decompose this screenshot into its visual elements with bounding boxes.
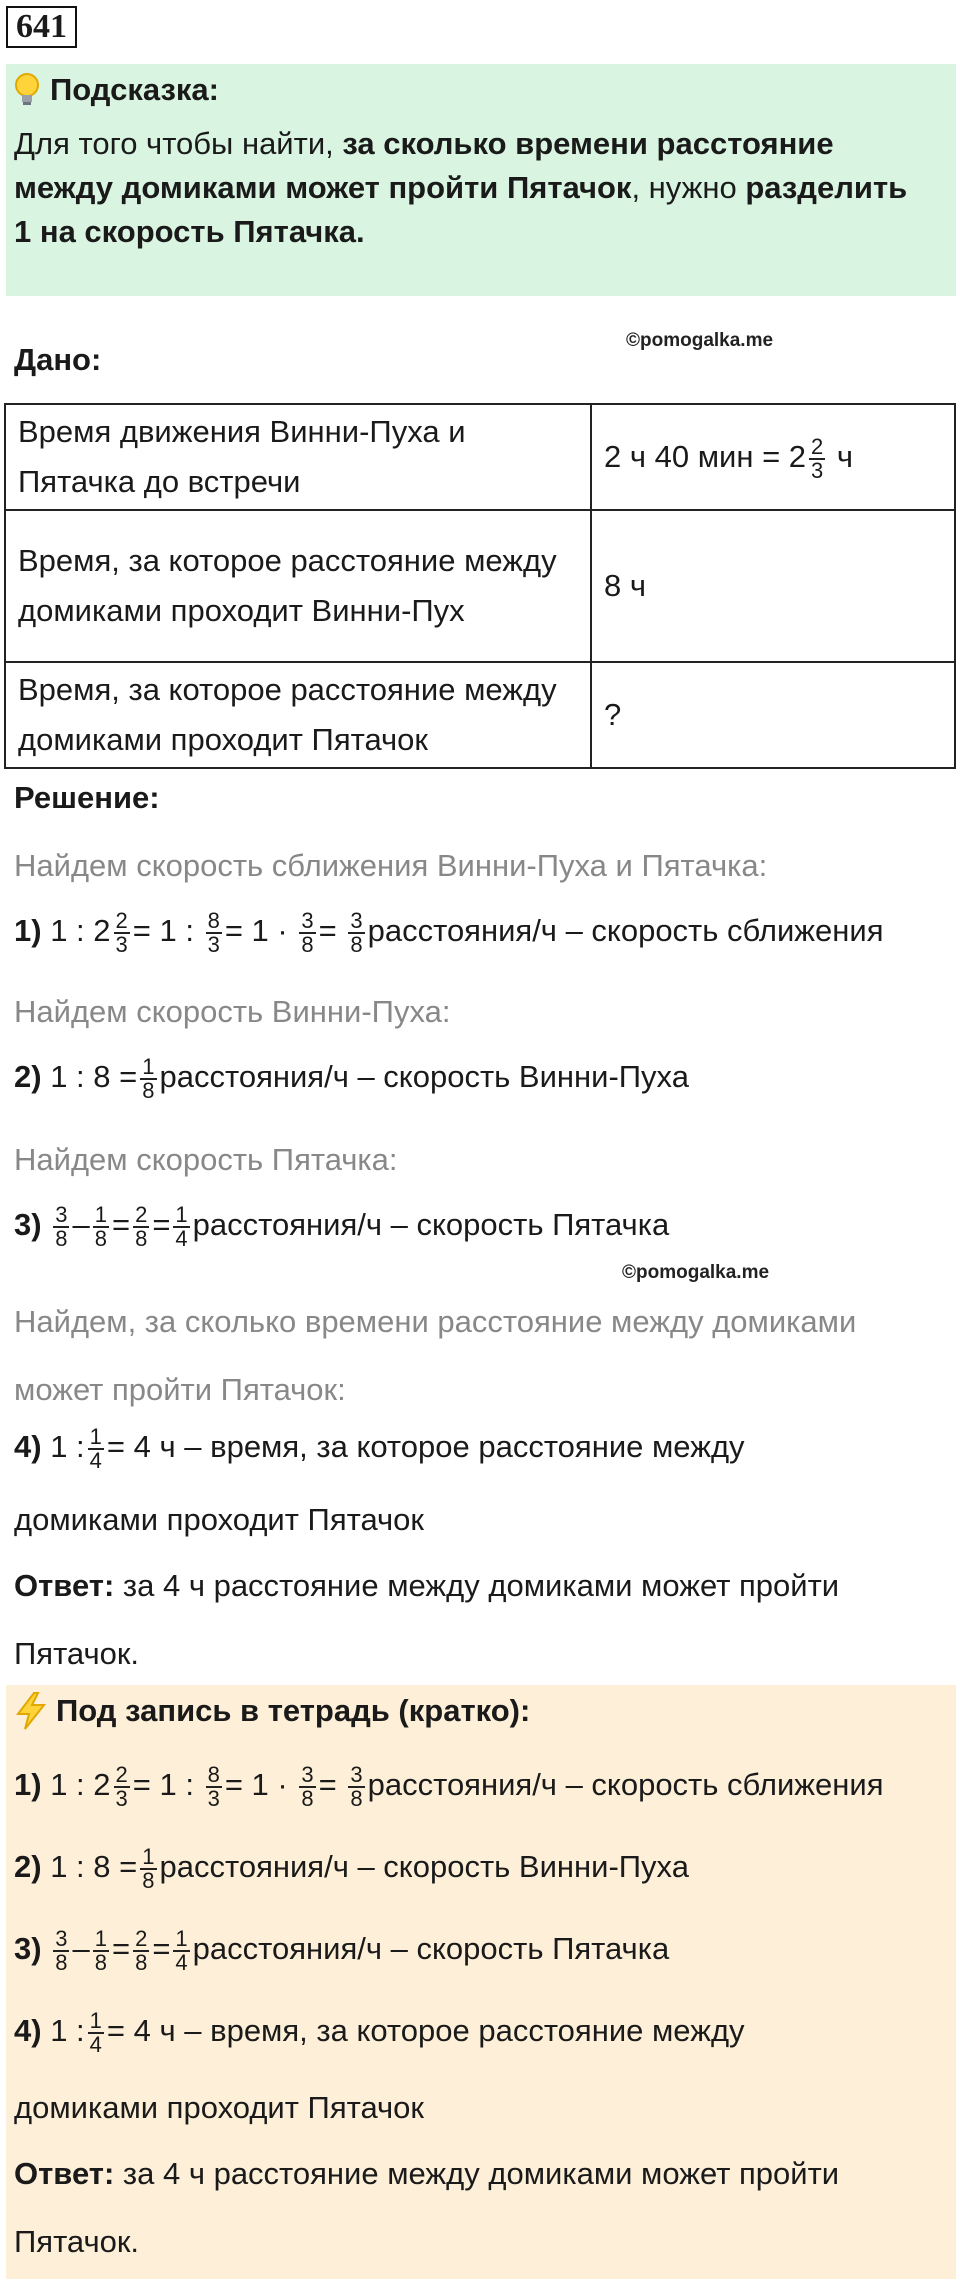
- hint-text: Для того чтобы найти, за сколько времени расстояние между домиками может пройти Пятачок, нужно разделить 1 на скорость Пятачка.: [14, 126, 908, 249]
- table-cell-label: Время движения Винни-Пуха и Пятачка до встречи: [5, 404, 591, 510]
- step-3: 3) $\frac{3}{8}$ – $\frac{1}{8}$ = $\frac{2}{8}$ = $\frac{1}{4}$ расстояния/ч – скорость Пятачка: [14, 1202, 670, 1251]
- table-cell-value: ?: [591, 662, 955, 768]
- step-1: 1) 1 : 2 $\frac{2}{3}$ = 1 : $\frac{8}{3}$ = 1 · $\frac{3}{8}$ = $\frac{3}{8}$ расстояния/ч – скорость сближения: [14, 908, 884, 957]
- hint-title-text: Подсказка:: [50, 72, 219, 107]
- note-answer-cont: Пятачок.: [14, 2224, 140, 2259]
- note-step-4: 4) 1 : $\frac{1}{4}$ = 4 ч – время, за которое расстояние между: [14, 2008, 745, 2057]
- table-cell-value: 8 ч: [591, 510, 955, 662]
- step-4: 4) 1 : $\frac{1}{4}$ = 4 ч – время, за которое расстояние между: [14, 1424, 745, 1473]
- table-row: [5, 404, 955, 510]
- note-answer: Ответ: за 4 ч расстояние между домиками может пройти: [14, 2156, 840, 2191]
- note-step-4-cont: домиками проходит Пятачок: [14, 2090, 424, 2125]
- given-title: Дано:: [14, 342, 102, 377]
- given-table: [4, 403, 956, 769]
- notebook-title-text: Под запись в тетрадь (кратко):: [56, 1693, 531, 1728]
- solution-title: Решение:: [14, 780, 160, 815]
- answer-cont: Пятачок.: [14, 1636, 140, 1671]
- step-2: 2) 1 : 8 = $\frac{1}{8}$ расстояния/ч – скорость Винни-Пуха: [14, 1054, 689, 1103]
- table-row: [5, 510, 955, 662]
- hint-title: [12, 72, 219, 108]
- watermark: ©pomogalka.me: [626, 330, 774, 351]
- table-cell-label: Время, за которое расстояние между домиками проходит Пятачок: [5, 662, 591, 768]
- note-step-2: 2) 1 : 8 = $\frac{1}{8}$ расстояния/ч – скорость Винни-Пуха: [14, 1844, 689, 1893]
- table-cell-value: 2 ч 40 мин = 2 $\frac{2}{3}$ ч: [591, 404, 955, 510]
- step-intro: Найдем скорость сближения Винни-Пуха и Пятачка:: [14, 848, 768, 883]
- note-step-3: 3) $\frac{3}{8}$ – $\frac{1}{8}$ = $\frac{2}{8}$ = $\frac{1}{4}$ расстояния/ч – скорость Пятачка: [14, 1926, 670, 1975]
- step-intro: Найдем скорость Винни-Пуха:: [14, 994, 451, 1029]
- step-intro: Найдем скорость Пятачка:: [14, 1142, 398, 1177]
- table-cell-label: Время, за которое расстояние между домиками проходит Винни-Пух: [5, 510, 591, 662]
- lightning-icon: [14, 1692, 48, 1730]
- step-4-cont: домиками проходит Пятачок: [14, 1502, 424, 1537]
- note-step-1: 1) 1 : 2 $\frac{2}{3}$ = 1 : $\frac{8}{3}$ = 1 · $\frac{3}{8}$ = $\frac{3}{8}$ расстояния/ч – скорость сближения: [14, 1762, 884, 1811]
- answer: Ответ: за 4 ч расстояние между домиками может пройти: [14, 1568, 840, 1603]
- notebook-title: [14, 1692, 530, 1730]
- lightbulb-icon: [12, 72, 42, 108]
- step-intro: Найдем, за сколько времени расстояние между домиками может пройти Пятачок:: [14, 1304, 857, 1407]
- task-number: 641: [6, 6, 77, 48]
- watermark: ©pomogalka.me: [622, 1262, 770, 1283]
- table-row: [5, 662, 955, 768]
